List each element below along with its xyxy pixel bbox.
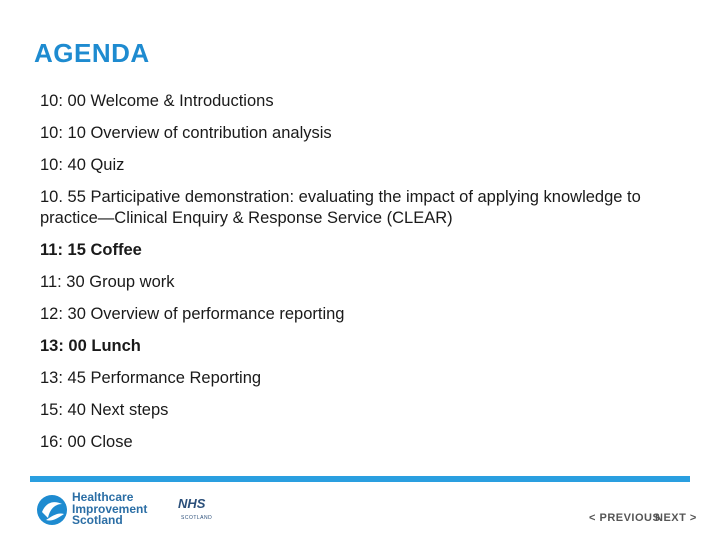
logo-line: Healthcare [72, 490, 134, 504]
agenda-item [40, 123, 690, 144]
agenda-time: 16: 00 [40, 433, 86, 451]
agenda-item [40, 155, 690, 176]
agenda-text: Coffee [85, 241, 142, 259]
agenda-item [40, 432, 690, 453]
agenda-text: Lunch [86, 337, 141, 355]
agenda-item [40, 187, 690, 229]
agenda-text: Quiz [85, 156, 125, 174]
agenda-time: 10: 40 [40, 156, 86, 174]
footer-divider [30, 476, 690, 482]
agenda-text: Overview of performance reporting [85, 305, 345, 323]
agenda-list [40, 91, 690, 464]
agenda-item [40, 336, 690, 357]
logo-wordmark [72, 492, 172, 527]
logo-line: Improvement [72, 501, 148, 516]
agenda-text: Welcome & Introductions [85, 92, 274, 110]
agenda-time: 11: 15 [40, 241, 86, 259]
next-button[interactable]: NEXT > [655, 512, 697, 524]
agenda-item [40, 400, 690, 421]
nhs-logo-subtitle: SCOTLAND [181, 515, 213, 521]
agenda-time: 13: 00 [40, 337, 87, 355]
agenda-item [40, 272, 690, 293]
agenda-time: 10. 55 [40, 188, 86, 206]
agenda-time: 11: 30 [40, 273, 85, 291]
agenda-item [40, 304, 690, 325]
nhs-logo: NHS [178, 496, 206, 511]
agenda-text: Overview of contribution analysis [85, 124, 332, 142]
agenda-time: 10: 10 [40, 124, 86, 142]
agenda-time: 13: 45 [40, 369, 86, 387]
agenda-item [40, 240, 690, 261]
logo-line: Scotland [72, 513, 123, 527]
agenda-text: Participative demonstration: evaluating the impact of applying knowledge to practice—Clinical Enquiry & Response Service (CLEAR) [40, 188, 641, 227]
agenda-time: 15: 40 [40, 401, 86, 419]
agenda-text: Close [85, 433, 133, 451]
agenda-text: Group work [84, 273, 175, 291]
agenda-item [40, 368, 690, 389]
agenda-time: 12: 30 [40, 305, 86, 323]
agenda-time: 10: 00 [40, 92, 86, 110]
previous-button[interactable]: < PREVIOUS [589, 512, 661, 524]
agenda-item [40, 91, 690, 112]
slide-title: AGENDA [34, 38, 150, 68]
agenda-text: Next steps [85, 401, 169, 419]
agenda-text: Performance Reporting [85, 369, 262, 387]
